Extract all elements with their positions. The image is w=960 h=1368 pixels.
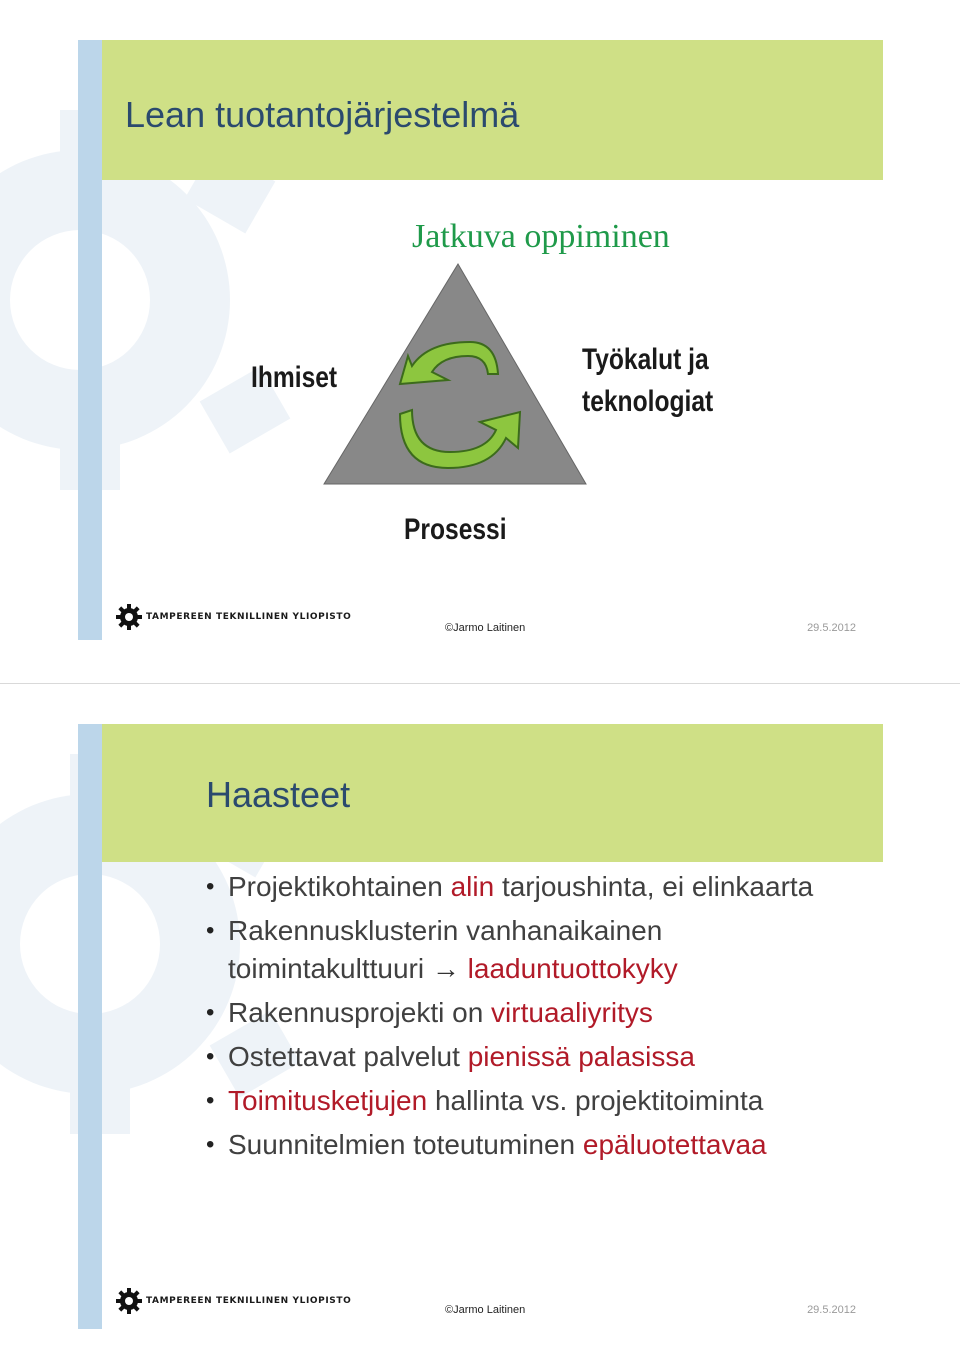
bullet-list (206, 868, 866, 1170)
right-arrow-icon: → (431, 953, 460, 984)
footer-date: 29.5.2012 (807, 1304, 856, 1316)
bullet-highlight: laaduntuottokyky (459, 953, 678, 984)
bullet-highlight: Toimitusketjujen (228, 1085, 428, 1116)
bullet-highlight: virtuaaliyritys (491, 997, 653, 1028)
bullet-text: tarjoushinta, ei elinkaarta (494, 871, 814, 902)
slide-1 (0, 0, 960, 683)
bullet-text: Rakennusklusterin vanhanaikainen toimintakulttuuri (228, 915, 663, 984)
bullet-item (206, 1038, 866, 1076)
footer-author: ©Jarmo Laitinen (445, 622, 526, 634)
bullet-item (206, 868, 866, 906)
diagram-left-label: Ihmiset (251, 361, 338, 394)
university-logo-icon (116, 1288, 142, 1314)
bullet-highlight: pienissä palasissa (467, 1041, 695, 1072)
bullet-item (206, 1082, 866, 1120)
bullet-item (206, 1126, 866, 1164)
university-name: TAMPEREEN TEKNILLINEN YLIOPISTO (146, 612, 352, 622)
bullet-item (206, 912, 866, 988)
footer-date: 29.5.2012 (807, 622, 856, 634)
slide-title: Haasteet (206, 774, 351, 815)
bullet-highlight: alin (450, 871, 495, 902)
university-name: TAMPEREEN TEKNILLINEN YLIOPISTO (146, 1296, 352, 1306)
bullet-highlight: epäluotettavaa (582, 1129, 767, 1160)
bullet-text: hallinta vs. projektitoiminta (427, 1085, 764, 1116)
bullet-text: Projektikohtainen (228, 871, 451, 902)
bullet-text: Rakennusprojekti on (228, 997, 492, 1028)
diagram-bottom-label: Prosessi (404, 513, 507, 546)
diagram-top-label: Jatkuva oppiminen (412, 218, 670, 255)
side-strip (78, 40, 102, 640)
university-logo-icon (116, 604, 142, 630)
bullet-text: Ostettavat palvelut (228, 1041, 468, 1072)
diagram-right-label-line1: Työkalut ja (582, 343, 709, 376)
slide-title: Lean tuotantojärjestelmä (125, 94, 520, 135)
triangle-diagram (320, 262, 590, 488)
bullet-item (206, 994, 866, 1032)
bullet-text: Suunnitelmien toteutuminen (228, 1129, 583, 1160)
footer-author: ©Jarmo Laitinen (445, 1304, 526, 1316)
diagram-right-label-line2: teknologiat (582, 385, 714, 418)
side-strip (78, 724, 102, 1329)
